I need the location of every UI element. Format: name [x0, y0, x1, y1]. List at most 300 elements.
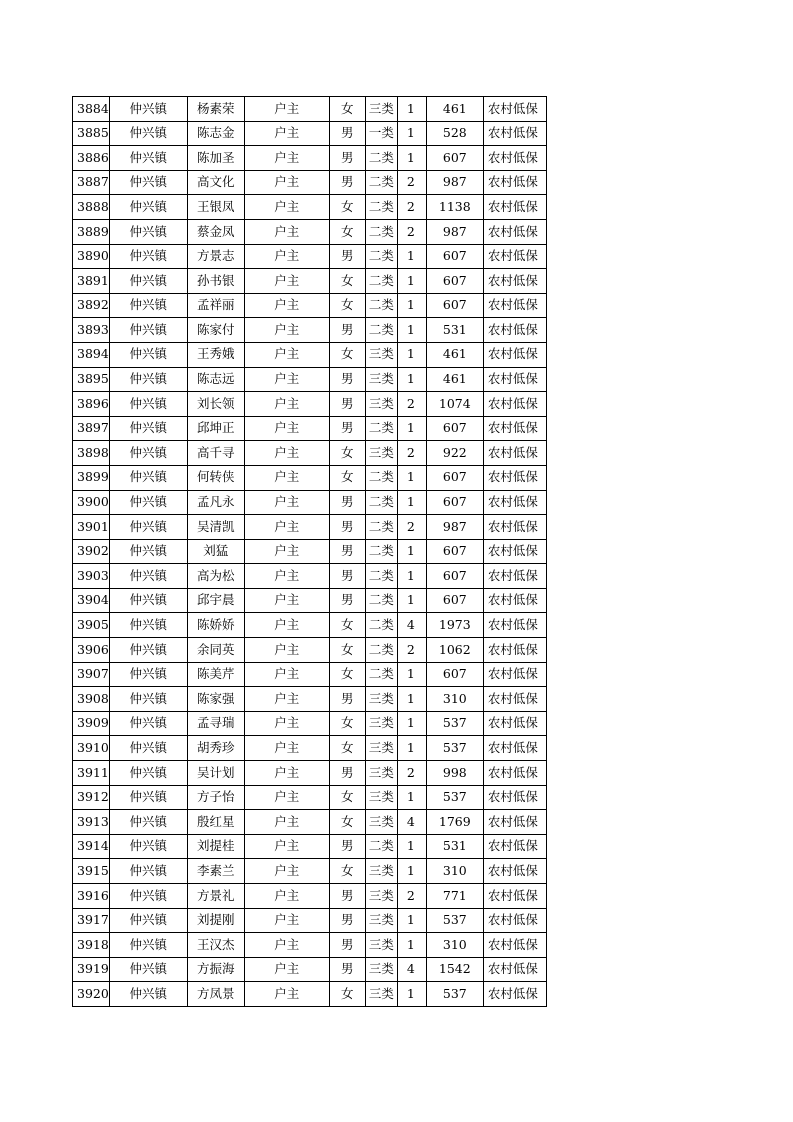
program-cell: 农村低保: [483, 613, 546, 638]
category-cell: 二类: [365, 515, 397, 540]
category-cell: 二类: [365, 613, 397, 638]
town-cell: 仲兴镇: [109, 392, 187, 417]
program-cell: 农村低保: [483, 515, 546, 540]
amount-cell: 531: [426, 834, 483, 859]
gender-cell: 女: [329, 465, 365, 490]
town-cell: 仲兴镇: [109, 97, 187, 122]
gender-cell: 女: [329, 219, 365, 244]
table-row: [73, 441, 547, 466]
table-row: [73, 367, 547, 392]
town-cell: 仲兴镇: [109, 195, 187, 220]
table-row: [73, 687, 547, 712]
gender-cell: 男: [329, 318, 365, 343]
amount-cell: 310: [426, 859, 483, 884]
household-size-cell: 1: [397, 269, 426, 294]
table-row: [73, 515, 547, 540]
gender-cell: 男: [329, 121, 365, 146]
program-cell: 农村低保: [483, 711, 546, 736]
amount-cell: 1074: [426, 392, 483, 417]
table-row: [73, 269, 547, 294]
town-cell: 仲兴镇: [109, 342, 187, 367]
town-cell: 仲兴镇: [109, 146, 187, 171]
household-size-cell: 1: [397, 662, 426, 687]
town-cell: 仲兴镇: [109, 515, 187, 540]
household-size-cell: 1: [397, 121, 426, 146]
amount-cell: 987: [426, 170, 483, 195]
person-name-cell: 蔡金凤: [187, 219, 244, 244]
gender-cell: 女: [329, 736, 365, 761]
town-cell: 仲兴镇: [109, 613, 187, 638]
household-role-cell: 户主: [244, 564, 329, 589]
row-number-cell: 3920: [73, 982, 110, 1007]
household-role-cell: 户主: [244, 121, 329, 146]
gender-cell: 男: [329, 146, 365, 171]
household-size-cell: 1: [397, 293, 426, 318]
category-cell: 三类: [365, 342, 397, 367]
table-row: [73, 711, 547, 736]
person-name-cell: 刘长领: [187, 392, 244, 417]
category-cell: 三类: [365, 687, 397, 712]
row-number-cell: 3899: [73, 465, 110, 490]
household-role-cell: 户主: [244, 785, 329, 810]
town-cell: 仲兴镇: [109, 785, 187, 810]
row-number-cell: 3915: [73, 859, 110, 884]
town-cell: 仲兴镇: [109, 219, 187, 244]
household-role-cell: 户主: [244, 834, 329, 859]
program-cell: 农村低保: [483, 761, 546, 786]
table-row: [73, 318, 547, 343]
amount-cell: 987: [426, 219, 483, 244]
household-role-cell: 户主: [244, 638, 329, 663]
household-size-cell: 2: [397, 761, 426, 786]
gender-cell: 男: [329, 957, 365, 982]
gender-cell: 男: [329, 490, 365, 515]
household-role-cell: 户主: [244, 170, 329, 195]
amount-cell: 537: [426, 785, 483, 810]
table-row: [73, 416, 547, 441]
program-cell: 农村低保: [483, 859, 546, 884]
program-cell: 农村低保: [483, 638, 546, 663]
row-number-cell: 3907: [73, 662, 110, 687]
table-row: [73, 121, 547, 146]
row-number-cell: 3913: [73, 810, 110, 835]
program-cell: 农村低保: [483, 441, 546, 466]
amount-cell: 310: [426, 933, 483, 958]
household-size-cell: 1: [397, 711, 426, 736]
table-row: [73, 761, 547, 786]
amount-cell: 607: [426, 293, 483, 318]
gender-cell: 男: [329, 416, 365, 441]
person-name-cell: 殷红星: [187, 810, 244, 835]
household-size-cell: 1: [397, 588, 426, 613]
amount-cell: 528: [426, 121, 483, 146]
amount-cell: 607: [426, 564, 483, 589]
row-number-cell: 3908: [73, 687, 110, 712]
program-cell: 农村低保: [483, 588, 546, 613]
amount-cell: 531: [426, 318, 483, 343]
household-size-cell: 1: [397, 490, 426, 515]
gender-cell: 男: [329, 244, 365, 269]
household-role-cell: 户主: [244, 982, 329, 1007]
household-role-cell: 户主: [244, 490, 329, 515]
category-cell: 一类: [365, 121, 397, 146]
row-number-cell: 3919: [73, 957, 110, 982]
table-row: [73, 564, 547, 589]
town-cell: 仲兴镇: [109, 884, 187, 909]
program-cell: 农村低保: [483, 908, 546, 933]
household-role-cell: 户主: [244, 146, 329, 171]
amount-cell: 1138: [426, 195, 483, 220]
table-row: [73, 613, 547, 638]
gender-cell: 女: [329, 982, 365, 1007]
program-cell: 农村低保: [483, 416, 546, 441]
household-size-cell: 1: [397, 342, 426, 367]
category-cell: 二类: [365, 318, 397, 343]
row-number-cell: 3916: [73, 884, 110, 909]
amount-cell: 607: [426, 662, 483, 687]
table-row: [73, 908, 547, 933]
person-name-cell: 陈加圣: [187, 146, 244, 171]
category-cell: 二类: [365, 588, 397, 613]
category-cell: 二类: [365, 146, 397, 171]
person-name-cell: 刘提桂: [187, 834, 244, 859]
gender-cell: 男: [329, 834, 365, 859]
town-cell: 仲兴镇: [109, 982, 187, 1007]
gender-cell: 女: [329, 97, 365, 122]
town-cell: 仲兴镇: [109, 810, 187, 835]
household-size-cell: 1: [397, 982, 426, 1007]
town-cell: 仲兴镇: [109, 588, 187, 613]
program-cell: 农村低保: [483, 662, 546, 687]
town-cell: 仲兴镇: [109, 121, 187, 146]
household-size-cell: 2: [397, 219, 426, 244]
row-number-cell: 3892: [73, 293, 110, 318]
household-size-cell: 1: [397, 465, 426, 490]
amount-cell: 607: [426, 416, 483, 441]
row-number-cell: 3886: [73, 146, 110, 171]
table-row: [73, 342, 547, 367]
program-cell: 农村低保: [483, 465, 546, 490]
household-size-cell: 1: [397, 367, 426, 392]
gender-cell: 女: [329, 638, 365, 663]
row-number-cell: 3906: [73, 638, 110, 663]
amount-cell: 1542: [426, 957, 483, 982]
household-size-cell: 1: [397, 564, 426, 589]
amount-cell: 537: [426, 982, 483, 1007]
person-name-cell: 高文化: [187, 170, 244, 195]
program-cell: 农村低保: [483, 785, 546, 810]
household-size-cell: 4: [397, 613, 426, 638]
row-number-cell: 3891: [73, 269, 110, 294]
household-role-cell: 户主: [244, 293, 329, 318]
town-cell: 仲兴镇: [109, 564, 187, 589]
row-number-cell: 3895: [73, 367, 110, 392]
gender-cell: 男: [329, 884, 365, 909]
table-row: [73, 244, 547, 269]
category-cell: 三类: [365, 392, 397, 417]
person-name-cell: 陈美芹: [187, 662, 244, 687]
amount-cell: 537: [426, 711, 483, 736]
household-role-cell: 户主: [244, 957, 329, 982]
person-name-cell: 方振海: [187, 957, 244, 982]
person-name-cell: 杨素荣: [187, 97, 244, 122]
household-role-cell: 户主: [244, 908, 329, 933]
table-row: [73, 97, 547, 122]
category-cell: 二类: [365, 490, 397, 515]
household-size-cell: 1: [397, 834, 426, 859]
table-row: [73, 933, 547, 958]
household-role-cell: 户主: [244, 539, 329, 564]
table-row: [73, 539, 547, 564]
person-name-cell: 陈志远: [187, 367, 244, 392]
household-role-cell: 户主: [244, 244, 329, 269]
program-cell: 农村低保: [483, 392, 546, 417]
row-number-cell: 3884: [73, 97, 110, 122]
category-cell: 三类: [365, 982, 397, 1007]
table-row: [73, 293, 547, 318]
amount-cell: 461: [426, 367, 483, 392]
household-role-cell: 户主: [244, 342, 329, 367]
program-cell: 农村低保: [483, 736, 546, 761]
gender-cell: 女: [329, 293, 365, 318]
category-cell: 二类: [365, 244, 397, 269]
row-number-cell: 3905: [73, 613, 110, 638]
town-cell: 仲兴镇: [109, 269, 187, 294]
amount-cell: 607: [426, 146, 483, 171]
program-cell: 农村低保: [483, 687, 546, 712]
person-name-cell: 王银凤: [187, 195, 244, 220]
amount-cell: 1769: [426, 810, 483, 835]
person-name-cell: 陈家强: [187, 687, 244, 712]
table-row: [73, 662, 547, 687]
gender-cell: 女: [329, 613, 365, 638]
program-cell: 农村低保: [483, 269, 546, 294]
row-number-cell: 3909: [73, 711, 110, 736]
category-cell: 二类: [365, 195, 397, 220]
person-name-cell: 余同英: [187, 638, 244, 663]
category-cell: 二类: [365, 539, 397, 564]
category-cell: 三类: [365, 810, 397, 835]
person-name-cell: 刘猛: [187, 539, 244, 564]
category-cell: 二类: [365, 269, 397, 294]
program-cell: 农村低保: [483, 539, 546, 564]
row-number-cell: 3902: [73, 539, 110, 564]
row-number-cell: 3903: [73, 564, 110, 589]
program-cell: 农村低保: [483, 564, 546, 589]
table-row: [73, 392, 547, 417]
person-name-cell: 王秀娥: [187, 342, 244, 367]
household-role-cell: 户主: [244, 195, 329, 220]
person-name-cell: 胡秀珍: [187, 736, 244, 761]
gender-cell: 男: [329, 933, 365, 958]
household-size-cell: 4: [397, 810, 426, 835]
household-role-cell: 户主: [244, 441, 329, 466]
town-cell: 仲兴镇: [109, 957, 187, 982]
row-number-cell: 3904: [73, 588, 110, 613]
household-size-cell: 1: [397, 539, 426, 564]
town-cell: 仲兴镇: [109, 416, 187, 441]
person-name-cell: 陈娇娇: [187, 613, 244, 638]
town-cell: 仲兴镇: [109, 834, 187, 859]
row-number-cell: 3885: [73, 121, 110, 146]
person-name-cell: 陈家付: [187, 318, 244, 343]
amount-cell: 607: [426, 465, 483, 490]
program-cell: 农村低保: [483, 195, 546, 220]
table-row: [73, 859, 547, 884]
household-size-cell: 2: [397, 638, 426, 663]
household-role-cell: 户主: [244, 761, 329, 786]
household-size-cell: 1: [397, 785, 426, 810]
household-size-cell: 2: [397, 515, 426, 540]
table-row: [73, 884, 547, 909]
row-number-cell: 3901: [73, 515, 110, 540]
amount-cell: 607: [426, 588, 483, 613]
town-cell: 仲兴镇: [109, 662, 187, 687]
table-row: [73, 219, 547, 244]
category-cell: 三类: [365, 859, 397, 884]
row-number-cell: 3911: [73, 761, 110, 786]
household-size-cell: 2: [397, 195, 426, 220]
household-role-cell: 户主: [244, 416, 329, 441]
gender-cell: 男: [329, 908, 365, 933]
amount-cell: 461: [426, 342, 483, 367]
amount-cell: 987: [426, 515, 483, 540]
person-name-cell: 陈志金: [187, 121, 244, 146]
person-name-cell: 吴清凯: [187, 515, 244, 540]
program-cell: 农村低保: [483, 146, 546, 171]
gender-cell: 男: [329, 170, 365, 195]
household-size-cell: 4: [397, 957, 426, 982]
household-size-cell: 2: [397, 884, 426, 909]
category-cell: 三类: [365, 761, 397, 786]
household-role-cell: 户主: [244, 736, 329, 761]
household-size-cell: 2: [397, 392, 426, 417]
gender-cell: 女: [329, 785, 365, 810]
household-role-cell: 户主: [244, 269, 329, 294]
row-number-cell: 3896: [73, 392, 110, 417]
person-name-cell: 孙书银: [187, 269, 244, 294]
amount-cell: 922: [426, 441, 483, 466]
gender-cell: 女: [329, 269, 365, 294]
person-name-cell: 李素兰: [187, 859, 244, 884]
program-cell: 农村低保: [483, 810, 546, 835]
row-number-cell: 3912: [73, 785, 110, 810]
row-number-cell: 3898: [73, 441, 110, 466]
amount-cell: 1973: [426, 613, 483, 638]
table-row: [73, 170, 547, 195]
gender-cell: 女: [329, 195, 365, 220]
table-row: [73, 810, 547, 835]
amount-cell: 607: [426, 269, 483, 294]
roster-body: [73, 97, 547, 1007]
row-number-cell: 3917: [73, 908, 110, 933]
row-number-cell: 3887: [73, 170, 110, 195]
household-role-cell: 户主: [244, 392, 329, 417]
gender-cell: 女: [329, 342, 365, 367]
household-role-cell: 户主: [244, 318, 329, 343]
household-size-cell: 1: [397, 933, 426, 958]
program-cell: 农村低保: [483, 342, 546, 367]
amount-cell: 537: [426, 908, 483, 933]
row-number-cell: 3918: [73, 933, 110, 958]
table-row: [73, 490, 547, 515]
row-number-cell: 3893: [73, 318, 110, 343]
program-cell: 农村低保: [483, 933, 546, 958]
gender-cell: 男: [329, 761, 365, 786]
program-cell: 农村低保: [483, 170, 546, 195]
program-cell: 农村低保: [483, 318, 546, 343]
household-role-cell: 户主: [244, 810, 329, 835]
amount-cell: 607: [426, 244, 483, 269]
table-row: [73, 638, 547, 663]
town-cell: 仲兴镇: [109, 465, 187, 490]
household-role-cell: 户主: [244, 613, 329, 638]
table-row: [73, 957, 547, 982]
gender-cell: 女: [329, 810, 365, 835]
category-cell: 三类: [365, 441, 397, 466]
table-row: [73, 465, 547, 490]
town-cell: 仲兴镇: [109, 711, 187, 736]
town-cell: 仲兴镇: [109, 933, 187, 958]
row-number-cell: 3889: [73, 219, 110, 244]
table-row: [73, 588, 547, 613]
household-size-cell: 1: [397, 908, 426, 933]
household-role-cell: 户主: [244, 219, 329, 244]
program-cell: 农村低保: [483, 121, 546, 146]
household-size-cell: 1: [397, 244, 426, 269]
town-cell: 仲兴镇: [109, 244, 187, 269]
table-row: [73, 982, 547, 1007]
household-role-cell: 户主: [244, 933, 329, 958]
row-number-cell: 3890: [73, 244, 110, 269]
gender-cell: 男: [329, 588, 365, 613]
household-size-cell: 2: [397, 441, 426, 466]
town-cell: 仲兴镇: [109, 761, 187, 786]
category-cell: 二类: [365, 834, 397, 859]
category-cell: 三类: [365, 957, 397, 982]
person-name-cell: 刘提刚: [187, 908, 244, 933]
program-cell: 农村低保: [483, 293, 546, 318]
category-cell: 三类: [365, 711, 397, 736]
amount-cell: 998: [426, 761, 483, 786]
gender-cell: 女: [329, 711, 365, 736]
category-cell: 三类: [365, 933, 397, 958]
household-role-cell: 户主: [244, 884, 329, 909]
household-role-cell: 户主: [244, 465, 329, 490]
program-cell: 农村低保: [483, 367, 546, 392]
household-role-cell: 户主: [244, 367, 329, 392]
program-cell: 农村低保: [483, 957, 546, 982]
amount-cell: 461: [426, 97, 483, 122]
person-name-cell: 何转侠: [187, 465, 244, 490]
table-row: [73, 195, 547, 220]
person-name-cell: 方景礼: [187, 884, 244, 909]
person-name-cell: 吴计划: [187, 761, 244, 786]
category-cell: 二类: [365, 465, 397, 490]
program-cell: 农村低保: [483, 490, 546, 515]
gender-cell: 女: [329, 441, 365, 466]
person-name-cell: 孟祥丽: [187, 293, 244, 318]
town-cell: 仲兴镇: [109, 170, 187, 195]
row-number-cell: 3910: [73, 736, 110, 761]
town-cell: 仲兴镇: [109, 736, 187, 761]
town-cell: 仲兴镇: [109, 638, 187, 663]
person-name-cell: 方景志: [187, 244, 244, 269]
row-number-cell: 3914: [73, 834, 110, 859]
row-number-cell: 3900: [73, 490, 110, 515]
gender-cell: 男: [329, 539, 365, 564]
category-cell: 三类: [365, 908, 397, 933]
